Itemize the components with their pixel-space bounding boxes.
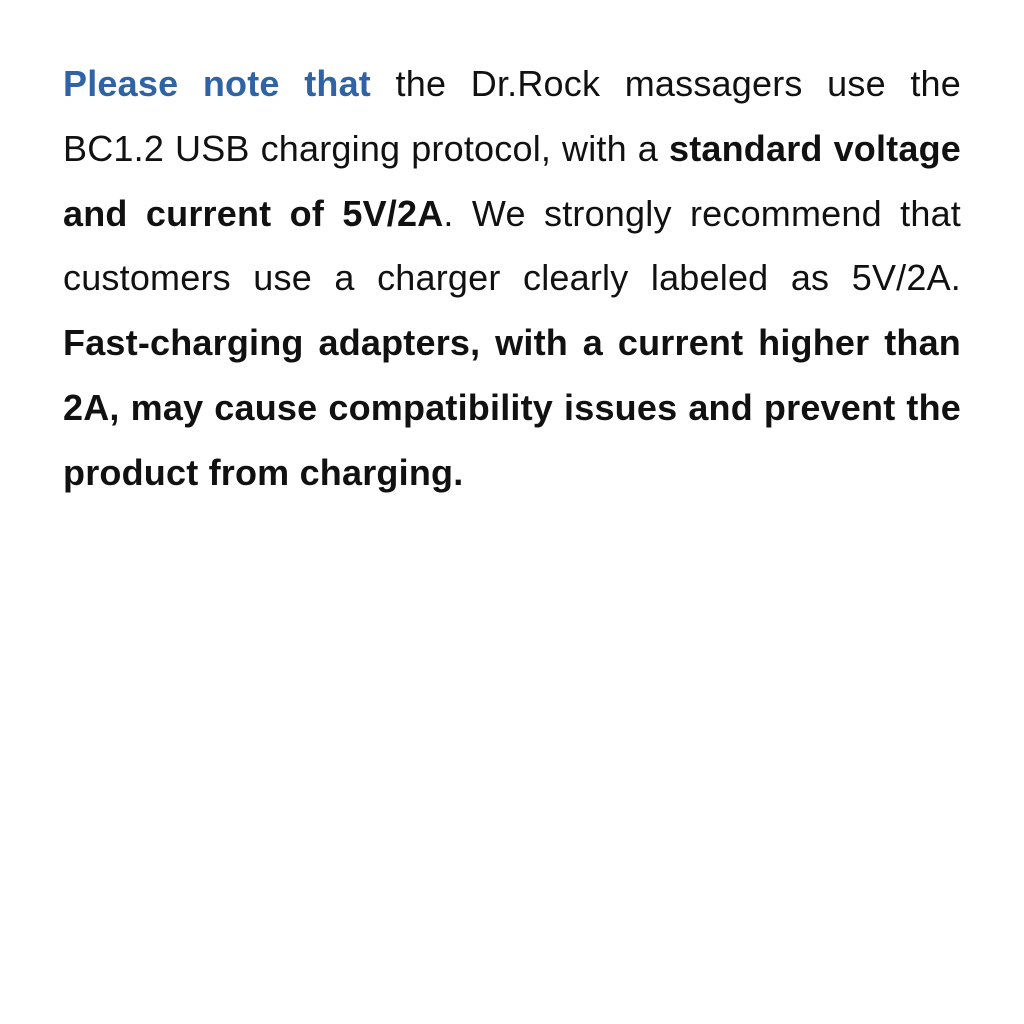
notice-text-part-1: the Dr.Rock massagers use the BC1.2 USB charging protocol, with a: [63, 63, 961, 169]
charging-notice-paragraph: [63, 52, 961, 506]
notice-text-part-2: . We strongly recommend that customers use a charger clearly labeled as 5V/2A.: [63, 192, 961, 299]
notice-bold-fast-charging-warning: Fast-charging adapters, with a current higher than 2A, may cause compatibility issues and prevent the product from charging.: [63, 322, 961, 493]
notice-highlight: Please note that: [63, 63, 371, 104]
notice-bold-voltage-current: standard voltage and current of 5V/2A: [63, 127, 962, 234]
